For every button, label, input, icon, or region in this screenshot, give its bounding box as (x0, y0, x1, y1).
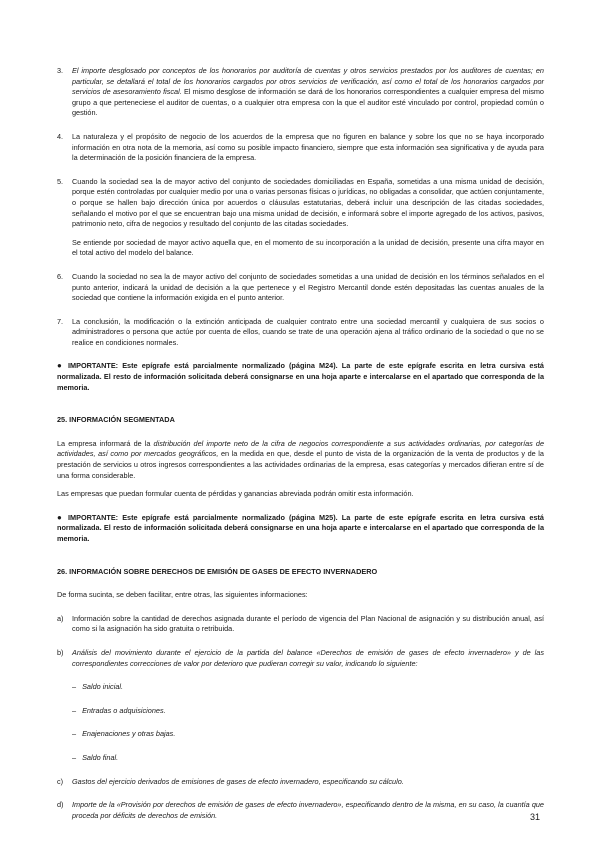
item-italic-text: Importe de la «Provisión por derechos de emisión de gases de efecto invernadero», especificando dentro de la misma, en su caso, la cuantía que proceda por déficits de derechos de emisión. (72, 800, 544, 820)
item-text-secondary: Se entiende por sociedad de mayor activo aquella que, en el momento de su incorporación a la unidad de decisión, presente una cifra mayor en el total activo del modelo del balance. (72, 237, 544, 258)
paragraph-text: La empresa informará de la (57, 438, 154, 448)
paragraph-text: en la medida en que, desde el punto de vista de la organización de la venta de productos y de la prestación de servicios u otros ingresos correspondientes a las actividades ordinarias de la empresa, esas categorías y mercados difieran entre sí de una forma considerable. (57, 449, 544, 480)
dash-item: – Saldo inicial. (72, 682, 124, 692)
bullet-icon: ● (57, 361, 64, 371)
page-content (57, 66, 544, 821)
dash-item-text: Saldo inicial. (82, 682, 124, 692)
item-number: 5. (57, 176, 64, 186)
paragraph: De forma sucinta, se deben facilitar, entre otras, las siguientes informaciones: (57, 590, 308, 600)
bullet-icon: ● (57, 512, 64, 522)
item-letter: c) (57, 776, 64, 786)
dash-item: – Enajenaciones y otras bajas. (72, 729, 176, 739)
item-number: 4. (57, 131, 64, 141)
important-note (57, 361, 544, 393)
list-item (57, 177, 544, 259)
item-letter: a) (57, 613, 64, 623)
item-number: 6. (57, 271, 64, 281)
item-text: El mismo desglose de información se dará de los honorarios correspondientes a cualquier empresa del mismo grupo a que perteneciese el auditor de cuentas, o a cualquier otra empresa con la que el auditor esté vinculado por control, propiedad común o gestión. (72, 87, 544, 118)
dash-item: – Entradas o adquisiciones. (72, 705, 166, 715)
list-item (57, 648, 544, 669)
list-item (57, 132, 544, 164)
list-item (57, 66, 544, 119)
item-number: 7. (57, 316, 64, 326)
item-letter: b) (57, 647, 64, 657)
item-number: 3. (57, 66, 64, 75)
item-text: Cuando la sociedad sea la de mayor activo del conjunto de sociedades domiciliadas en España, sometidas a una misma unidad de decisión, porque estén controladas por cualquier medio por una o varias personas físicas o jurídicas, no obligadas a consolidar, que actúen conjuntamente, o porque se hallen bajo dirección única por acuerdos o cláusulas estatutarias, deberá incluir una descripción de las citadas sociedades, señalando el motivo por el que se encuentran bajo una misma unidad de decisión, e informará sobre el importe agregado de los activos, pasivos, patrimonio neto, cifra de negocios y resultado del conjunto de las citadas sociedades. (72, 176, 544, 229)
dash-item-text: Saldo final. (82, 752, 119, 762)
dash-item-text: Entradas o adquisiciones. (82, 705, 166, 715)
item-letter: d) (57, 800, 64, 810)
section-title: 25. INFORMACIÓN SEGMENTADA (57, 415, 175, 425)
list-item (57, 777, 544, 788)
paragraph: Las empresas que puedan formular cuenta de pérdidas y ganancias abreviada podrán omitir esta información. (57, 489, 414, 499)
important-note-text: IMPORTANTE: Este epígrafe está parcialmente normalizado (página M25). La parte de este epígrafe escrita en letra cursiva está normalizada. El resto de información solicitada deberá consignarse en una hoja aparte e intercalarse en el apartado que corresponda de la memoria. (57, 512, 544, 543)
paragraph (57, 439, 544, 481)
paragraph-italic-text: distribución del importe neto de la cifra de negocios correspondiente a sus actividades ordinarias, por categorías de actividades, así como por mercados geográficos, (57, 438, 545, 459)
list-item (57, 317, 544, 349)
important-note-text: IMPORTANTE: Este epígrafe está parcialmente normalizado (página M24). La parte de este epígrafe escrita en letra cursiva está normalizada. El resto de información solicitada deberá consignarse en una hoja aparte e intercalarse en el apartado que corresponda de la memoria. (57, 361, 544, 392)
list-item (57, 614, 544, 635)
dash-item: – Saldo final. (72, 752, 119, 762)
item-text: Cuando la sociedad no sea la de mayor activo del conjunto de sociedades sometidas a una unidad de decisión en los términos señalados en el punto anterior, indicará la unidad de decisión a la que pertenece y el Registro Mercantil donde estén depositadas las cuentas anuales de la sociedad que contiene la información exigida en el punto anterior. (72, 271, 544, 303)
important-note (57, 513, 544, 545)
dash-item-text: Enajenaciones y otras bajas. (82, 729, 176, 739)
section-title: 26. INFORMACIÓN SOBRE DERECHOS DE EMISIÓN DE GASES DE EFECTO INVERNADERO (57, 566, 378, 576)
item-text: La conclusión, la modificación o la extinción anticipada de cualquier contrato entre una sociedad mercantil y cualquiera de sus socios o administradores o persona que actúe por cuenta de ellos, cuando se trate de una operación ajena al tráfico ordinario de la sociedad o que no se realice en condiciones normales. (72, 316, 544, 347)
list-item (57, 272, 544, 304)
item-italic-text: Análisis del movimiento durante el ejercicio de la partida del balance «Derechos de emisión de gases de efecto invernadero» y de las correspondientes correcciones de valor por deterioro que pudieran corregir su valor, indicando lo siguiente: (72, 647, 544, 668)
page-number: 31 (529, 812, 540, 822)
item-text: La naturaleza y el propósito de negocio de los acuerdos de la empresa que no figuren en balance y sobre los que no se haya incorporado información en otra nota de la memoria, así como su posible impacto financiero, siempre que esta información sea significativa y de ayuda para la determinación de la posición financiera de la empresa. (72, 131, 544, 163)
item-text: Información sobre la cantidad de derechos asignada durante el período de vigencia del Plan Nacional de asignación y su distribución anual, así como si la asignación ha sido gratuita o retribuida. (72, 613, 544, 634)
item-italic-text: Gastos del ejercicio derivados de emisiones de gases de efecto invernadero, especificando su cálculo. (72, 776, 404, 786)
item-italic-text: El importe desglosado por conceptos de los honorarios por auditoría de cuentas y otros servicios prestados por los auditores de cuentas; en particular, se detallará el total de los honorarios cargados por otros servicios de verificación, así como el total de los honorarios cargados por servicios de asesoramiento fiscal. (72, 66, 544, 97)
